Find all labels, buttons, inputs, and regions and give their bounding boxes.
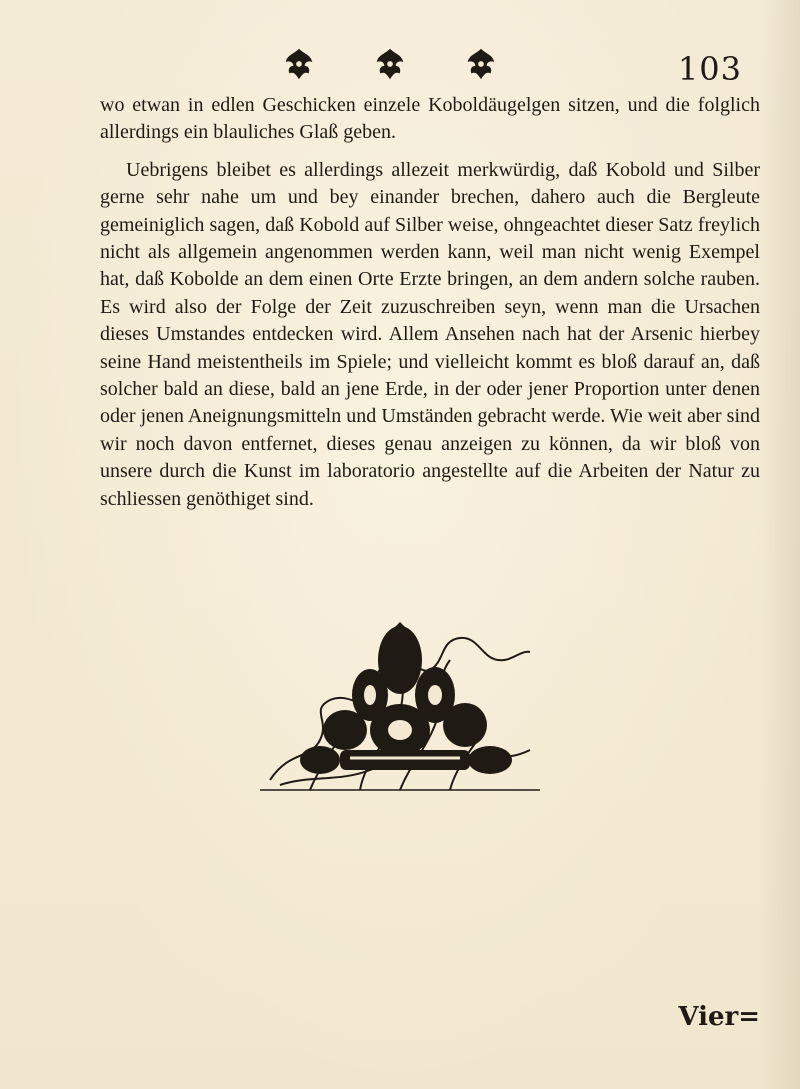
body-text	[100, 92, 760, 513]
ornamental-vignette-icon	[250, 600, 550, 800]
page-edge-shadow	[760, 0, 800, 1089]
fleuron-icon	[462, 45, 500, 83]
paragraph-1: wo etwan in edlen Geschicken einzele Koboldäugelgen sitzen, und die folglich allerdings ein blauliches Glaß geben.	[100, 94, 760, 144]
header-ornaments	[280, 44, 500, 84]
page-number: 103	[677, 50, 742, 88]
paragraph-2: Uebrigens bleibet es allerdings allezeit merkwürdig, daß Kobold und Silber gerne sehr nahe um und bey einander brechen, dahero auch die Bergleute gemeiniglich sagen, daß Kobold auf Silber weise, ohngeachtet dieser Satz freylich nicht als allgemein angenommen werden kann, weil man nicht wenig Exempel hat, daß Kobolde an dem einen Orte Erzte bringen, an dem andern solche rauben. Es wird also der Folge der Zeit zuzuschreiben seyn, wenn man die Ursachen dieses Umstandes entdecken wird. Allem Ansehen nach hat der Arsenic hierbey seine Hand meistentheils im Spiele; und vielleicht kommt es bloß darauf an, daß solcher bald an diese, bald an jene Erde, in der oder jener Proportion unter denen oder jenen Aneignungsmitteln und Umständen gebracht werde. Wie weit aber sind wir noch davon entfernet, dieses genau anzeigen zu können, da wir bloß von unsere durch die Kunst im laboratorio angestellte auf die Arbeiten der Natur zu schliessen genöthiget sind.	[100, 158, 760, 510]
page-header	[0, 28, 800, 98]
fleuron-icon	[371, 45, 409, 83]
catchword: Vier=	[678, 1002, 760, 1032]
fleuron-icon	[280, 45, 318, 83]
